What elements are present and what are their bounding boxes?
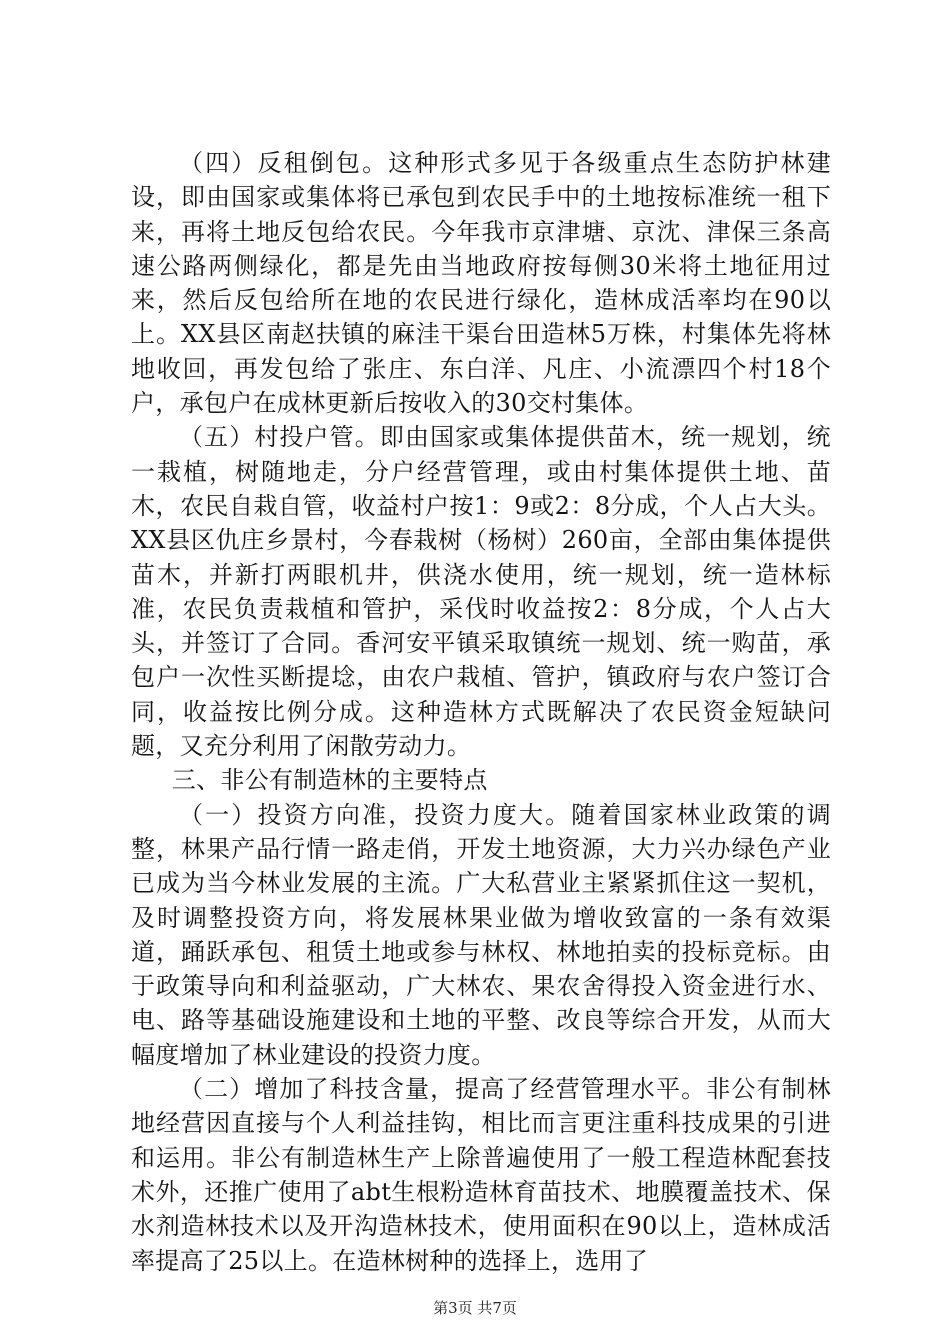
- body-text: [131, 146, 831, 1278]
- paragraph-fanzu-daobao: （四）反租倒包。这种形式多见于各级重点生态防护林建设，即由国家或集体将已承包到农民手中的土地按标准统一租下来，再将土地反包给农民。今年我市京津塘、京沈、津保三条高速公路两侧绿化，都是先由当地政府按每侧30米将土地征用过来，然后反包给所在地的农民进行绿化，造林成活率均在90以上。XX县区南赵扶镇的麻洼干渠台田造林5万株，村集体先将林地收回，再发包给了张庄、东白洋、凡庄、小流漂四个村18个户，承包户在成林更新后按收入的30交村集体。: [131, 149, 831, 418]
- paragraph-investment: （一）投资方向准，投资力度大。随着国家林业政策的调整，林果产品行情一路走俏，开发土地资源，大力兴办绿色产业已成为当今林业发展的主流。广大私营业主紧紧抓住这一契机，及时调整投资方向，将发展林果业做为增收致富的一条有效渠道，踊跃承包、租赁土地或参与林权、林地拍卖的投标竞标。由于政策导向和利益驱动，广大林农、果农舍得投入资金进行水、电、路等基础设施建设和土地的平整、改良等综合开发，从而大幅度增加了林业建设的投资力度。: [131, 800, 831, 1069]
- section-heading: 三、非公有制造林的主要特点: [171, 766, 488, 795]
- paragraph-cuntou-huguan: （五）村投户管。即由国家或集体提供苗木，统一规划，统一栽植，树随地走，分户经营管理，或由村集体提供土地、苗木，农民自栽自管，收益村户按1：9或2：8分成，个人占大头。XX县区仇庄乡景村，今春栽树（杨树）260亩，全部由集体提供苗木，并新打两眼机井，供浇水使用，统一规划，统一造林标准，农民负责栽植和管护，采伐时收益按2：8分成，个人占大头，并签订了合同。香河安平镇采取镇统一规划、统一购苗，承包户一次性买断提埝，由农户栽植、管护，镇政府与农户签订合同，收益按比例分成。这种造林方式既解决了农民资金短缺问题，又充分利用了闲散劳动力。: [131, 423, 831, 761]
- page-footer: 第3页 共7页: [433, 1299, 517, 1317]
- paragraph-technology: （二）增加了科技含量，提高了经营管理水平。非公有制林地经营因直接与个人利益挂钩，相比而言更注重科技成果的引进和运用。非公有制造林生产上除普遍使用了一般工程造林配套技术外，还推广使用了abt生根粉造林育苗技术、地膜覆盖技术、保水剂造林技术以及开沟造林技术，使用面积在90以上，造林成活率提高了25以上。在造林树种的选择上，选用了: [131, 1075, 831, 1275]
